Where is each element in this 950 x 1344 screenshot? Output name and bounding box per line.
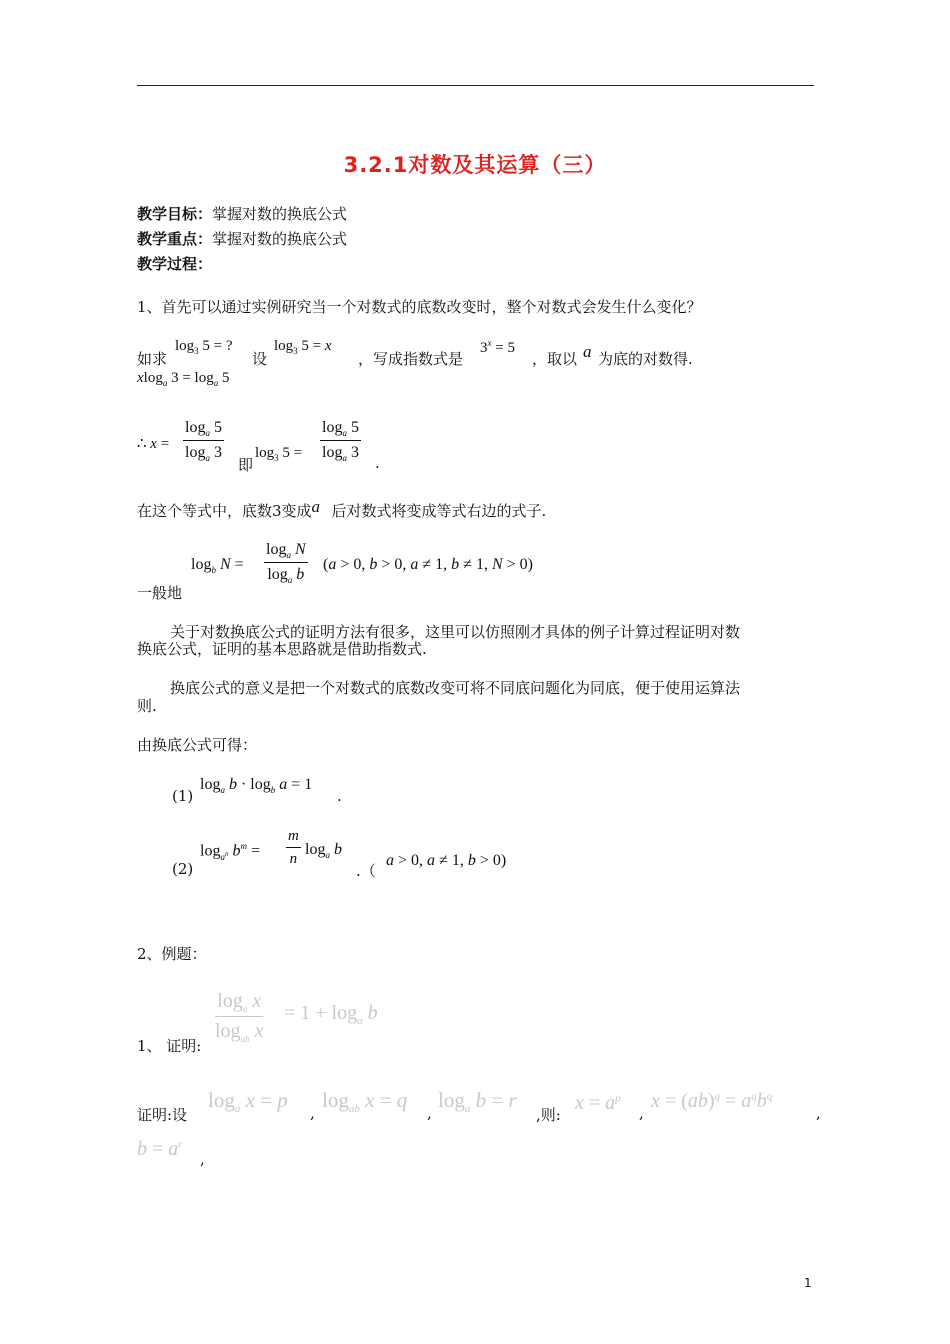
example-she: 设: [252, 350, 268, 368]
ji-label: 即: [238, 456, 254, 474]
proof-paragraph-line1: 关于对数换底公式的证明方法有很多，这里可以仿照刚才具体的例子计算过程证明对数: [170, 623, 741, 641]
fraction-loga5-loga3: $\frac{\log_a 5}{\log_a 3}$: [185, 419, 222, 464]
faint-formula-logab-r: $\log_a b = r$: [438, 1088, 517, 1116]
comma-3: ,: [639, 1104, 644, 1122]
comma-1: ,: [310, 1104, 315, 1122]
faint-fraction-logax: $\frac{\log_a x}{\log_{ab} x}$: [215, 990, 264, 1044]
section-2-label: 2、例题：: [137, 945, 207, 963]
formula-log3-5-x: $\log_3 5 = x$: [274, 338, 332, 356]
example-mid: ，写成指数式是: [358, 350, 464, 368]
example-end: 为底的对数得.: [598, 350, 693, 368]
period-1: .: [375, 454, 380, 472]
comma-4: ,: [816, 1104, 821, 1122]
var-a-2: a: [311, 497, 321, 516]
proof-paragraph-line2: 换底公式，证明的基本思路就是借助指数式.: [137, 640, 427, 658]
example-tail: ，取以: [532, 350, 578, 368]
header-rule: [137, 85, 814, 86]
faint-formula-logax-p: $\log_a x = p$: [208, 1088, 288, 1116]
base-change-text: [137, 497, 547, 521]
fraction-m-n: $\frac{m}{n}$: [288, 828, 299, 867]
page-number: 1: [804, 1276, 812, 1290]
process-line: [137, 253, 212, 274]
formula-logbN: $\log_b N$ =: [191, 556, 244, 576]
formula-item2-conditions: a > 0, a ≠ 1, b > 0): [386, 852, 507, 869]
focus-value: 掌握对数的换底公式: [212, 230, 348, 248]
paragraph-1: 1、首先可以通过实例研究当一个对数式的底数改变时，整个对数式会发生什么变化？: [137, 298, 702, 316]
meaning-paragraph-line2: 则.: [137, 697, 157, 715]
general-label: 一般地: [137, 584, 183, 602]
goal-label: 教学目标：: [137, 205, 213, 223]
example-prefix: 如求: [137, 350, 168, 368]
faint-formula-b-ar: $b = a^r$: [137, 1138, 183, 1160]
faint-formula-logabx-q: $\log_{ab} x = q$: [322, 1088, 408, 1116]
base-change-start: 在这个等式中，底数3变成: [137, 502, 312, 520]
focus-line: [137, 228, 347, 249]
faint-formula-1-plus-logab: = $1 + \log_a b$: [284, 1002, 378, 1027]
page-title: 3.2.1对数及其运算（三）: [343, 153, 607, 177]
goal-line: [137, 203, 347, 224]
faint-formula-x-abq: $x = (ab)^q = a^qb^q$: [651, 1090, 773, 1112]
process-label: 教学过程：: [137, 255, 213, 273]
formula-item1: $\log_a b \cdot \log_b a = 1$: [200, 776, 313, 796]
fraction-loga5-loga3-b: $\frac{\log_a 5}{\log_a 3}$: [322, 419, 359, 464]
formula-log3-5-question: $\log_3 5$ = ?: [175, 338, 233, 356]
period-2: .: [337, 787, 342, 805]
formula-log3-5-eq: $\log_3 5$ =: [255, 445, 303, 463]
formula-item2-left: $\log_{a^n} b^m$ =: [200, 841, 260, 862]
formula-conditions: (a > 0, b > 0, a ≠ 1, b ≠ 1, N > 0): [323, 556, 533, 573]
formula-3x-5: $3^x = 5$: [480, 338, 515, 356]
base-change-end: 后对数式将变成等式右边的式子.: [331, 502, 547, 520]
formula-therefore-x: ∴ x =: [137, 436, 170, 452]
meaning-paragraph-line1: 换底公式的意义是把一个对数式的底数改变可将不同底问题化为同底，便于使用运算法: [170, 679, 741, 697]
proof-label: 证明:设: [137, 1106, 188, 1124]
focus-label: 教学重点：: [137, 230, 213, 248]
derive-label: 由换底公式可得：: [137, 736, 258, 754]
fraction-logaN-logab: $\frac{\log_a N}{\log_a b}$: [266, 541, 306, 586]
comma-2: ,: [427, 1104, 432, 1122]
goal-value: 掌握对数的换底公式: [212, 205, 348, 223]
example-1-label: 1、 证明:: [137, 1037, 202, 1055]
item2-paren-open: .（: [356, 862, 376, 880]
formula-xloga3: xlog$_a$ $3 = \log_a 5$: [137, 370, 230, 388]
then-label: ,则:: [536, 1106, 561, 1124]
item-2-label: (2): [172, 860, 194, 878]
item-1-label: (1): [172, 787, 194, 805]
formula-item2-right: $\log_a b$: [305, 841, 342, 861]
var-a: a: [583, 342, 592, 361]
comma-5: ,: [200, 1150, 205, 1168]
faint-formula-x-ap: $x = a^p$: [575, 1092, 621, 1114]
